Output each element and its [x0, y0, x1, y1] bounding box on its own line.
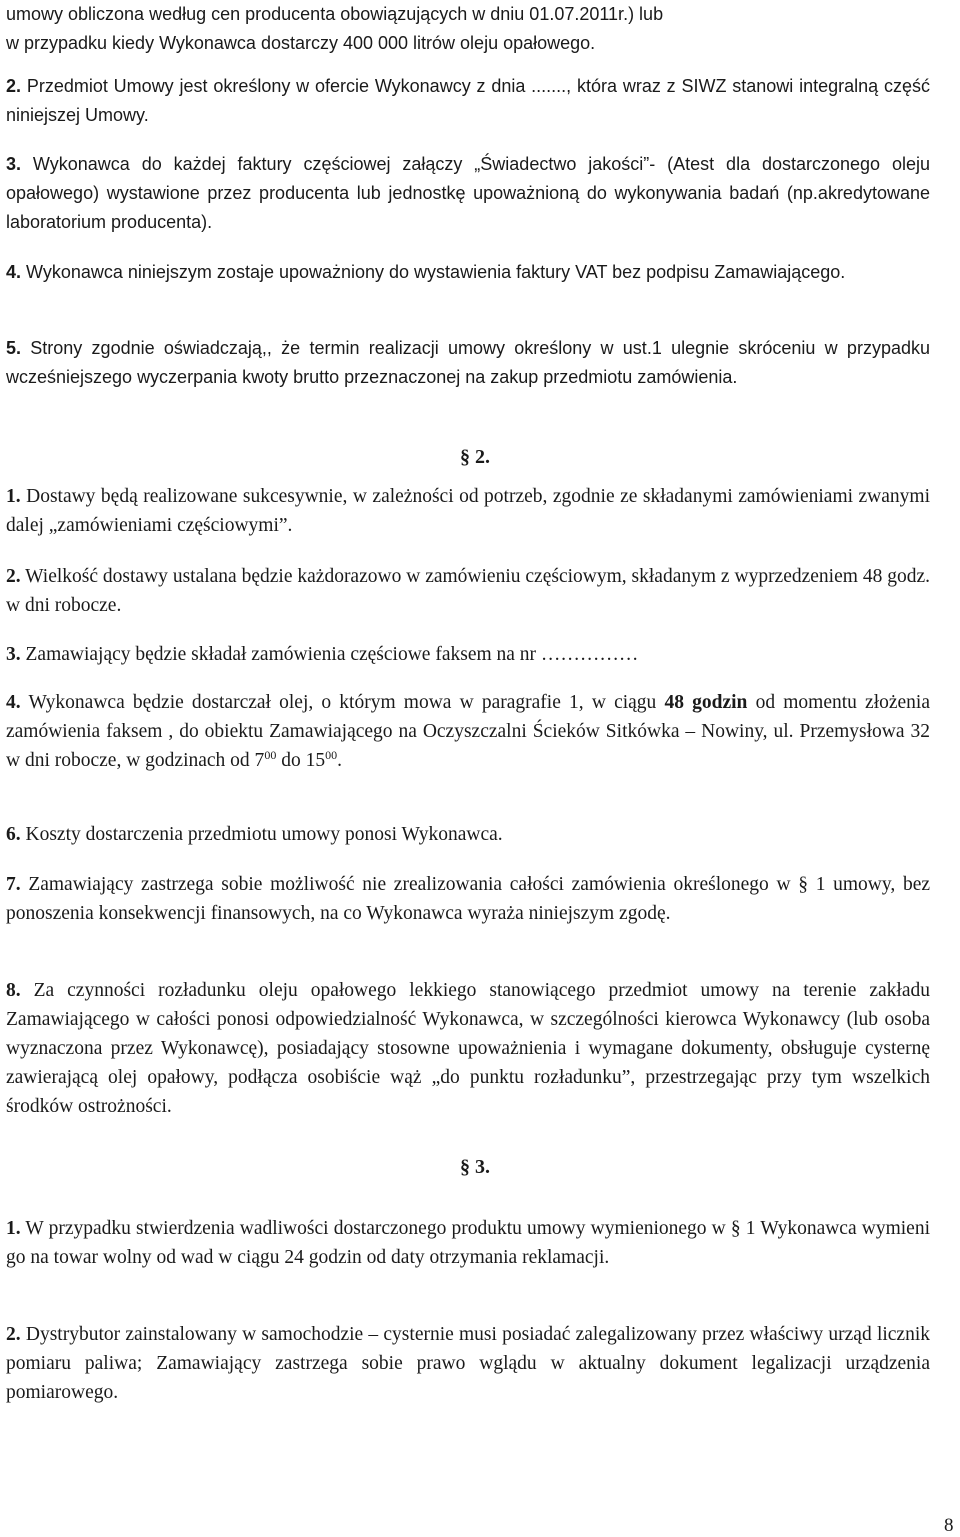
s2-paragraph-4-sup-2: 00: [325, 748, 338, 762]
intro-paragraph: [6, 0, 930, 58]
page-number: 8: [944, 1515, 954, 1536]
s2-paragraph-1: [6, 482, 930, 540]
s2-paragraph-4-bold: 48 godzin: [664, 692, 748, 713]
s2-paragraph-4-sup-1: 00: [264, 748, 277, 762]
s2-paragraph-2-number: 2.: [6, 566, 21, 587]
s2-paragraph-4-text-c: do 15: [276, 750, 326, 771]
s3-paragraph-1-number: 1.: [6, 1218, 21, 1239]
s2-paragraph-1-text: Dostawy będą realizowane sukcesywnie, w zależności od potrzeb, zgodnie ze składanymi zamówieniami zwanymi dalej „zamówieniami częściowymi”.: [6, 486, 930, 536]
s2-paragraph-4: [6, 688, 930, 775]
s2-paragraph-4-number: 4.: [6, 692, 21, 713]
s2-paragraph-8-number: 8.: [6, 980, 21, 1001]
s2-paragraph-6-number: 6.: [6, 824, 21, 845]
s2-paragraph-7-text: Zamawiający zastrzega sobie możliwość nie zrealizowania całości zamówienia określonego w § 1 umowy, bez ponoszenia konsekwencji finansowych, na co Wykonawca wyraża niniejszym zgodę.: [6, 874, 931, 924]
s3-paragraph-2: [6, 1320, 930, 1407]
s1-paragraph-2-number: 2.: [6, 76, 22, 96]
intro-line-2: w przypadku kiedy Wykonawca dostarczy 400 000 litrów oleju opałowego.: [6, 33, 596, 53]
s1-paragraph-3-text: Wykonawca do każdej faktury częściowej załączy „Świadectwo jakości”- (Atest dla dostarczonego oleju opałowego) wystawione przez producenta lub jednostkę upoważnioną do wykonywania badań (np.akredytowane laboratorium producenta).: [6, 154, 930, 232]
s2-paragraph-8-text: Za czynności rozładunku oleju opałowego lekkiego stanowiącego przedmiot umowy na terenie zakładu Zamawiającego w całości ponosi odpowiedzialność Wykonawca, w szczególności kierowca Wykonawcy (lub osoba wyznaczona przez Wykonawcę), posiadający stosowne upoważnienia i wymagane dokumenty, obsługuje cysternę zawierającą olej opałowy, podłącza osobiście wąż „do punktu rozładunku”, przestrzegając przy tym wszelkich środków ostrożności.: [6, 980, 931, 1117]
s1-paragraph-3: [6, 150, 930, 237]
s3-paragraph-2-number: 2.: [6, 1324, 21, 1345]
s2-paragraph-3-text: Zamawiający będzie składał zamówienia częściowe faksem na nr ……………: [25, 644, 639, 665]
s3-paragraph-2-text: Dystrybutor zainstalowany w samochodzie – cysternie musi posiadać zalegalizowany przez właściwy urząd licznik pomiaru paliwa; Zamawiający zastrzega sobie prawo wglądu w aktualny dokument legalizacji urządzenia pomiarowego.: [6, 1324, 931, 1403]
s2-paragraph-6-text: Koszty dostarczenia przedmiotu umowy ponosi Wykonawca.: [25, 824, 503, 845]
s1-paragraph-5: [6, 334, 930, 392]
s3-paragraph-1-text: W przypadku stwierdzenia wadliwości dostarczonego produktu umowy wymienionego w § 1 Wykonawca wymieni go na towar wolny od wad w ciągu 24 godzin od daty otrzymania reklamacji.: [6, 1218, 930, 1268]
s2-paragraph-3-number: 3.: [6, 644, 21, 665]
s1-paragraph-5-number: 5.: [6, 338, 22, 358]
s2-paragraph-7-number: 7.: [6, 874, 21, 895]
s1-paragraph-4-number: 4.: [6, 262, 22, 282]
section-3-heading: § 3.: [460, 1156, 490, 1178]
s2-paragraph-6: [6, 820, 930, 849]
s2-paragraph-2-text: Wielkość dostawy ustalana będzie każdorazowo w zamówieniu częściowym, składanym z wyprzedzeniem 48 godz. w dni robocze.: [6, 566, 930, 616]
s3-paragraph-1: [6, 1214, 930, 1272]
s1-paragraph-5-text: Strony zgodnie oświadczają,, że termin realizacji umowy określony w ust.1 ulegnie skróceniu w przypadku wcześniejszego wyczerpania kwoty brutto przeznaczonej na zakup przedmiotu zamówienia.: [6, 338, 930, 387]
s1-paragraph-4-text: Wykonawca niniejszym zostaje upoważniony do wystawienia faktury VAT bez podpisu Zamawiającego.: [26, 262, 846, 282]
s2-paragraph-4-text-b: od momentu złożenia zamówienia faksem , do obiektu Zamawiającego na Oczyszczalni Ścieków Sitkówka – Nowiny, ul. Przemysłowa 32 w dni robocze, w godzinach od 7: [6, 692, 931, 771]
s1-paragraph-2-text: Przedmiot Umowy jest określony w ofercie Wykonawcy z dnia ......., która wraz z SIWZ stanowi integralną część niniejszej Umowy.: [6, 76, 930, 125]
s2-paragraph-7: [6, 870, 930, 928]
intro-line-1: umowy obliczona według cen producenta obowiązujących w dniu 01.07.2011r.) lub: [6, 4, 664, 24]
s1-paragraph-2: [6, 72, 930, 130]
section-2-heading: § 2.: [460, 446, 490, 468]
s2-paragraph-2: [6, 562, 930, 620]
s2-paragraph-4-text-a: Wykonawca będzie dostarczał olej, o którym mowa w paragrafie 1, w ciągu: [28, 692, 665, 713]
s2-paragraph-1-number: 1.: [6, 486, 21, 507]
s1-paragraph-4: [6, 258, 930, 287]
s2-paragraph-4-text-d: .: [337, 750, 342, 771]
s1-paragraph-3-number: 3.: [6, 154, 22, 174]
s2-paragraph-3: [6, 640, 930, 669]
s2-paragraph-8: [6, 976, 930, 1121]
